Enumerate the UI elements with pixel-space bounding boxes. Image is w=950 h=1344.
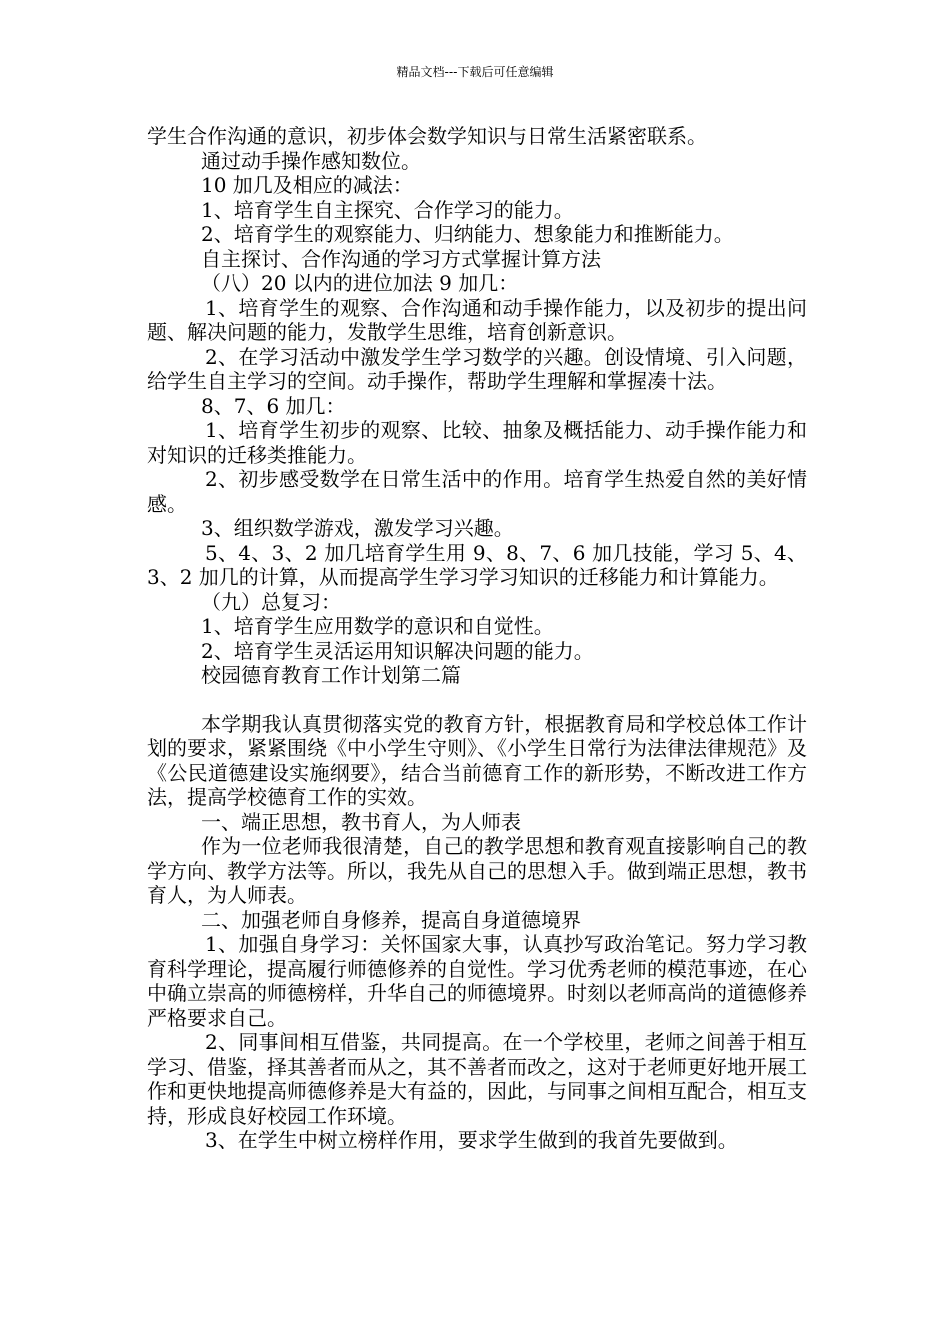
paragraph: 2、培育学生的观察能力、归纳能力、想象能力和推断能力。	[201, 222, 734, 246]
section-heading: （八）20 以内的进位加法 9 加几：	[201, 271, 519, 295]
paragraph: 2、同事间相互借鉴，共同提高。在一个学校里，老师之间善于相互学习、借鉴，择其善者而从之，其不善者而改之，这对于老师更好地开展工作和更快地提高师德修养是大有益的，因此，与同事之间相互配合，相互支持，形成良好校园工作环境。	[147, 1030, 807, 1128]
paragraph: 2、初步感受数学在日常生活中的作用。培育学生热爱自然的美好情感。	[147, 467, 807, 516]
paragraph: 作为一位老师我很清楚，自己的教学思想和教育观直接影响自己的教学方向、教学方法等。所以，我先从自己的思想入手。做到端正思想，教书育人，为人师表。	[147, 834, 807, 907]
paragraph: 本学期我认真贯彻落实党的教育方针，根据教育局和学校总体工作计划的要求，紧紧围绕《中小学生守则》、《小学生日常行为法律法律规范》及《公民道德建设实施纲要》，结合当前德育工作的新形势，不断改进工作方法，提高学校德育工作的实效。	[147, 711, 807, 809]
paragraph: 通过动手操作感知数位。	[201, 148, 421, 173]
paragraph: 3、在学生中树立榜样作用，要求学生做到的我首先要做到。	[205, 1128, 738, 1152]
document-body	[147, 124, 807, 1153]
paragraph: 5、4、3、2 加几培育学生用 9、8、7、6 加几技能，学习 5、4、3、2 加几的计算，从而提高学生学习学习知识的迁移能力和计算能力。	[147, 540, 807, 589]
paragraph: 2、在学习活动中激发学生学习数学的兴趣。创设情境、引入问题，给学生自主学习的空间。动手操作，帮助学生理解和掌握凑十法。	[147, 344, 807, 393]
paragraph: 1、培育学生初步的观察、比较、抽象及概括能力、动手操作能力和对知识的迁移类推能力。	[147, 418, 807, 467]
paragraph: 自主探讨、合作沟通的学习方式掌握计算方法	[201, 246, 601, 271]
paragraph: 3、组织数学游戏，激发学习兴趣。	[201, 516, 514, 540]
page-header: 精品文档---下载后可任意编辑	[396, 65, 554, 79]
section-heading: 一、端正思想，教书育人，为人师表	[201, 809, 521, 834]
paragraph: 1、培育学生应用数学的意识和自觉性。	[201, 614, 554, 638]
paragraph: 学生合作沟通的意识，初步体会数学知识与日常生活紧密联系。	[147, 124, 707, 148]
paragraph: 10 加几及相应的减法：	[201, 173, 413, 197]
paragraph: 1、加强自身学习：关怀国家大事，认真抄写政治笔记。努力学习教育科学理论，提高履行师德修养的自觉性。学习优秀老师的模范事迹，在心中确立崇高的师德榜样，升华自己的师德境界。时刻以老师高尚的道德修养严格要求自己。	[147, 932, 807, 1030]
paragraph: 1、培育学生自主探究、合作学习的能力。	[201, 197, 574, 222]
section-heading: （九）总复习：	[201, 589, 341, 614]
paragraph: 2、培育学生灵活运用知识解决问题的能力。	[201, 638, 594, 663]
section-heading: 二、加强老师自身修养，提高自身道德境界	[201, 907, 581, 932]
section-heading: 8、7、6 加几：	[201, 393, 346, 418]
article-title: 校园德育教育工作计划第二篇	[201, 663, 461, 687]
paragraph: 1、培育学生的观察、合作沟通和动手操作能力，以及初步的提出问题、解决问题的能力，发散学生思维，培育创新意识。	[147, 295, 807, 344]
